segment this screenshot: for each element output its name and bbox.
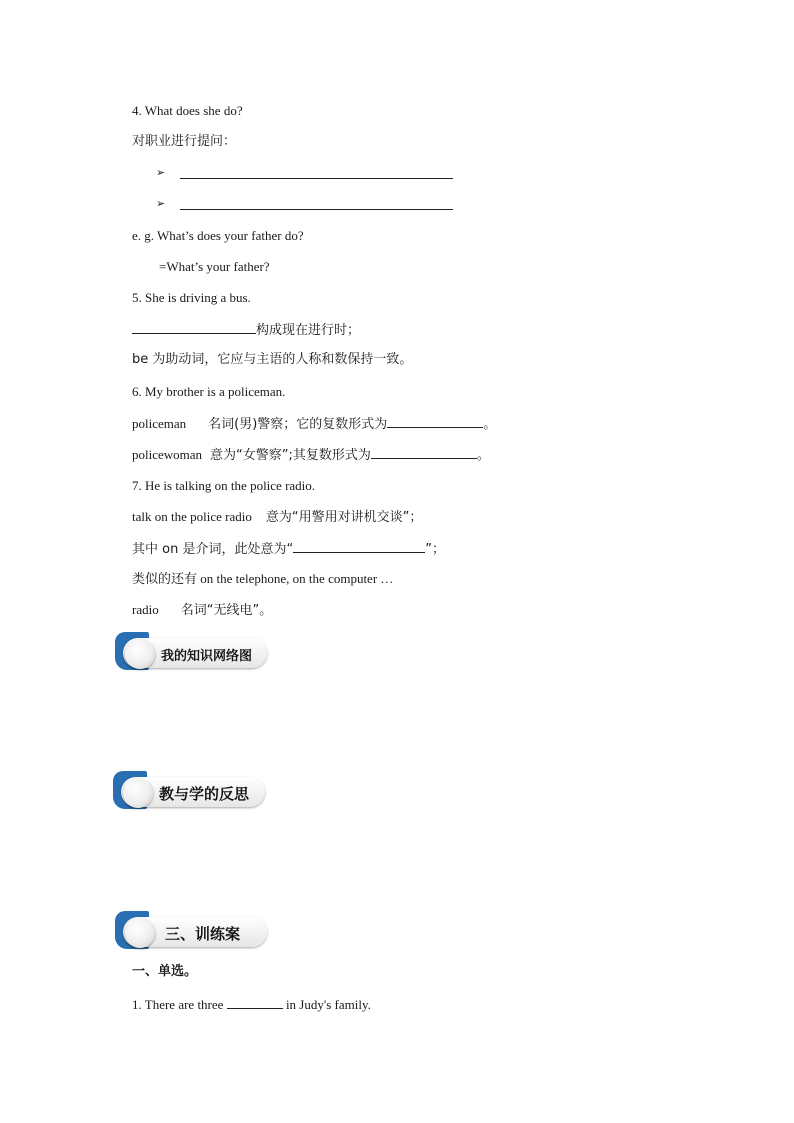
radio-entry — [132, 602, 272, 619]
arrow-bullet-icon: ➢ — [156, 198, 166, 210]
answer-blank-1[interactable] — [180, 178, 453, 179]
similar-examples: on the telephone, on the computer … — [200, 571, 394, 586]
policewoman-end: 。 — [476, 448, 490, 463]
talk-phrase-entry — [132, 509, 422, 526]
policewoman-note: 意为“女警察”;其复数形式为 — [210, 448, 371, 463]
section-title-network: 我的知识网络图 — [161, 649, 253, 664]
on-preposition-note — [132, 540, 445, 558]
policeman-end: 。 — [483, 417, 497, 432]
question-7: 7. He is talking on the police radio. — [132, 478, 316, 493]
question-4: 4. What does she do? — [132, 103, 243, 118]
similar-label: 类似的还有 — [132, 572, 198, 587]
badge-circle-icon — [123, 778, 153, 808]
question-5-structure — [132, 321, 360, 339]
exercise-question-1 — [132, 996, 371, 1013]
answer-blank-structure[interactable] — [132, 321, 256, 334]
arrow-bullet-icon: ➢ — [156, 167, 166, 179]
example-equivalent: =What’s your father? — [159, 259, 270, 274]
on-note-end: ”； — [425, 542, 445, 557]
on-note-start: 其中 on 是介词，此处意为“ — [132, 542, 294, 557]
structure-note: 构成现在进行时； — [256, 323, 361, 338]
question-1-end: in Judy's family. — [285, 997, 371, 1012]
example-sentence: e. g. What’s does your father do? — [132, 228, 304, 243]
talk-phrase-note: 意为“用警用对讲机交谈”； — [265, 510, 423, 525]
badge-circle-icon — [125, 918, 155, 948]
talk-phrase: talk on the police radio — [132, 509, 252, 524]
radio-note: 名词“无线电”。 — [180, 603, 273, 618]
exercise-heading: 一、单选。 — [132, 964, 198, 979]
answer-blank-q1[interactable] — [227, 996, 283, 1009]
question-5: 5. She is driving a bus. — [132, 290, 251, 305]
answer-blank-policemen[interactable] — [387, 415, 483, 428]
policewoman-word: policewoman — [132, 447, 203, 462]
badge-circle-icon — [125, 639, 155, 669]
section-badge-reflection — [113, 771, 265, 815]
answer-blank-2[interactable] — [180, 209, 453, 210]
section-title-reflection: 教与学的反思 — [159, 785, 250, 803]
policeman-entry — [132, 415, 496, 433]
answer-blank-policewomen[interactable] — [371, 446, 477, 459]
answer-blank-on-meaning[interactable] — [293, 540, 425, 553]
section-title-training: 三、训练案 — [165, 925, 241, 943]
policeman-word: policeman — [132, 416, 187, 431]
policeman-note: 名词(男)警察；它的复数形式为 — [208, 417, 388, 432]
be-auxiliary-note: be 为助动词，它应与主语的人称和数保持一致。 — [132, 352, 413, 367]
section-badge-network — [115, 632, 267, 676]
section-badge-training — [115, 911, 267, 955]
policewoman-entry — [132, 446, 490, 464]
similar-phrases — [132, 571, 393, 588]
question-1-start: 1. There are three — [132, 997, 224, 1012]
question-6: 6. My brother is a policeman. — [132, 384, 286, 399]
radio-word: radio — [132, 602, 159, 617]
question-4-note: 对职业进行提问： — [132, 134, 237, 149]
